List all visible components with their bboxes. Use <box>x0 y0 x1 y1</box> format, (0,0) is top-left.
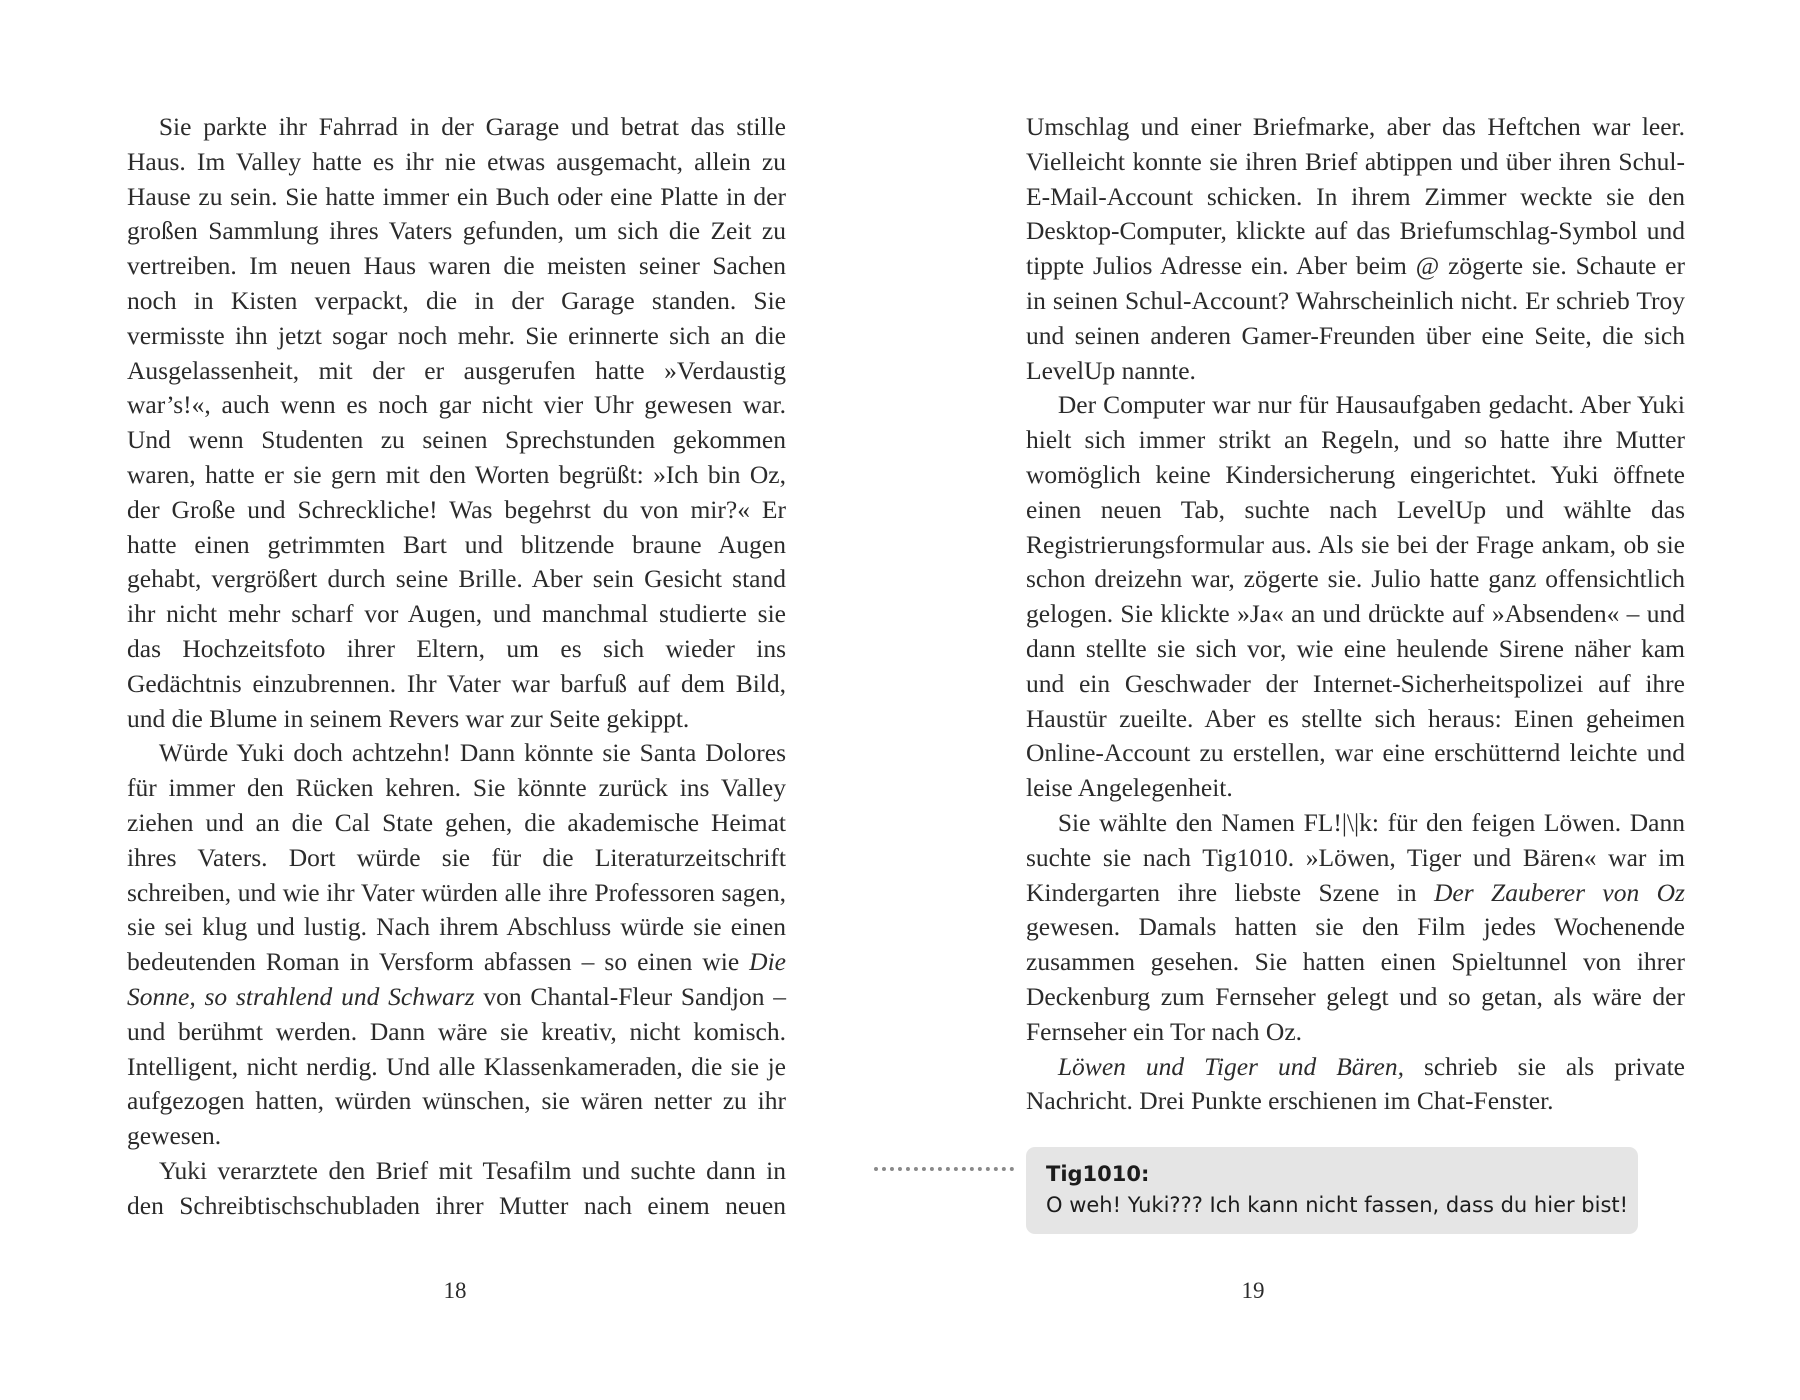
paragraph <box>1026 806 1685 1050</box>
paragraph-text: Sie wählte den Namen FL!|\|k: für den feigen Löwen. Dann suchte sie nach Tig1010. »Löwen, Tiger und Bären« war im Kindergarten ihre liebste Szene in <box>1026 807 1685 907</box>
paragraph-text: schrieb sie als private Nachricht. Drei Punkte erschienen im Chat-Fenster. <box>1026 1051 1686 1116</box>
page-number: 18 <box>443 1278 467 1303</box>
right-page <box>900 0 1800 1400</box>
paragraph-text: von Chantal-Fleur Sandjon – und berühmt werden. Dann wäre sie kreativ, nicht komisch. Intelligent, nicht nerdig. Und alle Klassenkameraden, die sie je aufgezogen hatten, würden wünschen, sie wären netter zu ihr gewesen. <box>127 981 786 1151</box>
paragraph: Yuki verarztete den Brief mit Tesafilm und suchte dann in den Schreibtischschubladen ihrer Mutter nach einem neuen <box>127 1155 786 1220</box>
page-number: 19 <box>1241 1278 1265 1303</box>
paragraph: Sie parkte ihr Fahrrad in der Garage und betrat das stille Haus. Im Valley hatte es ihr nie etwas ausgemacht, allein zu Hause zu sein. Sie hatte immer ein Buch oder eine Platte in der großen Sammlung ihres Vaters gefunden, um sich die Zeit zu vertreiben. Im neuen Haus waren die meisten seiner Sachen noch in Kisten verpackt, die in der Garage standen. Sie vermisste ihn jetzt sogar noch mehr. Sie erinnerte sich an die Ausgelassenheit, mit der er ausgerufen hatte »Verdaustig war’s!«, auch wenn es noch gar nicht vier Uhr gewesen war. Und wenn Studenten zu seinen Sprechstunden gekommen waren, hatte er sie gern mit den Worten begrüßt: »Ich bin Oz, der Große und Schreckliche! Was begehrst du von mir?« Er hatte einen getrimmten Bart und blitzende braune Augen gehabt, vergrößert durch seine Brille. Aber sein Gesicht stand ihr nicht mehr scharf vor Augen, und manchmal studierte sie das Hochzeitsfoto ihrer Eltern, um es sich wieder ins Gedächtnis einzubrennen. Ihr Vater war barfuß auf dem Bild, und die Blume in seinem Revers war zur Seite gekippt. <box>127 112 786 733</box>
chat-bubble <box>1026 1147 1638 1234</box>
left-page-text <box>127 110 786 1224</box>
italic-film-title: Der Zauberer von Oz <box>1434 877 1685 907</box>
paragraph-text: gewesen. Damals hatten sie den Film jedes Wochenende zusammen gesehen. Sie hatten einen Spieltunnel von ihrer Deckenburg zum Fernseher gelegt und so getan, als wäre der Fernseher ein Tor nach Oz. <box>1026 912 1685 1046</box>
chat-sender: Tig1010: <box>1046 1162 1150 1186</box>
chat-message-row <box>900 1147 1800 1237</box>
right-page-text <box>1026 110 1685 1119</box>
dotted-connector <box>874 1167 1014 1171</box>
paragraph: Der Computer war nur für Hausaufgaben gedacht. Aber Yuki hielt sich immer strikt an Regeln, und so hatte ihre Mutter womöglich keine Kindersicherung eingerichtet. Yuki öffnete einen neuen Tab, suchte nach LevelUp und wählte das Registrierungsformular aus. Als sie bei der Frage ankam, ob sie schon dreizehn war, zögerte sie. Julio hatte ganz offensichtlich gelogen. Sie klickte »Ja« an und drückte auf »Absenden« – und dann stellte sie sich vor, wie eine heulende Sirene näher kam und ein Geschwader der Internet-Sicherheitspolizei auf ihre Haustür zueilte. Aber es stellte sich heraus: Einen geheimen Online-Account zu erstellen, war eine erschütternd leichte und leise Angelegenheit. <box>1026 390 1685 803</box>
paragraph <box>127 736 786 1154</box>
italic-message: Löwen und Tiger und Bären, <box>1057 1051 1404 1081</box>
paragraph-text: Würde Yuki doch achtzehn! Dann könnte sie Santa Dolores für immer den Rücken kehren. Sie könnte zurück ins Valley ziehen und an die Cal State gehen, die akademische Heimat ihres Vaters. Dort würde sie für die Literaturzeitschrift schreiben, und wie ihr Vater würden alle ihre Professoren sagen, sie sei klug und lustig. Nach ihrem Abschluss würde sie einen bedeutenden Roman in Versform abfassen – so einen wie <box>127 738 786 977</box>
italic-book-title: Die Sonne, so strahlend und Schwarz <box>127 947 786 1011</box>
chat-message-text: O weh! Yuki??? Ich kann nicht fassen, dass du hier bist! <box>1046 1193 1629 1217</box>
paragraph <box>1026 1050 1685 1120</box>
paragraph: Umschlag und einer Briefmarke, aber das Heftchen war leer. Vielleicht konnte sie ihren Brief abtippen und über ihren Schul-E-Mail-Account schicken. In ihrem Zimmer weckte sie den Desktop-Computer, klickte auf das Briefumschlag-Symbol und tippte Julios Adresse ein. Aber beim @ zögerte sie. Schaute er in seinen Schul-Account? Wahrscheinlich nicht. Er schrieb Troy und seinen anderen Gamer-Freunden über eine Seite, die sich LevelUp nannte. <box>1026 112 1685 385</box>
